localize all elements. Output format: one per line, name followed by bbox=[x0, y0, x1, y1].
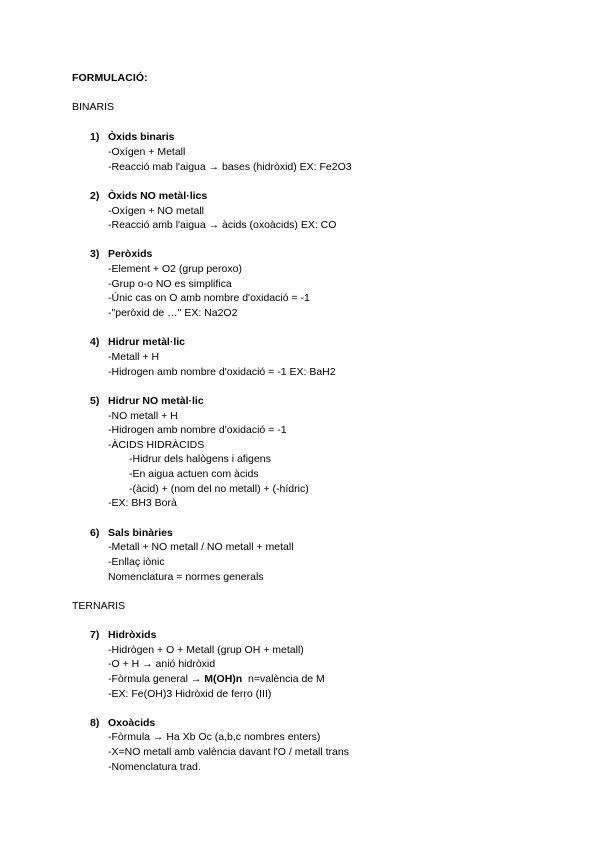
item-number: 8) bbox=[90, 717, 100, 729]
item-line: -Únic cas on O amb nombre d'oxidació = -1 bbox=[108, 292, 310, 304]
item-line: -Enllaç iònic bbox=[108, 556, 165, 568]
item-line: Nomenclatura = normes generals bbox=[108, 571, 264, 583]
item-line: -Hidrogen amb nombre d'oxidació = -1 bbox=[108, 424, 287, 436]
formula-bold: M(OH)n bbox=[204, 673, 243, 685]
item-line: -Metall + H bbox=[108, 351, 160, 363]
item-number: 2) bbox=[90, 190, 100, 202]
item-line: -EX: BH3 Borà bbox=[108, 497, 177, 509]
item-line: -NO metall + H bbox=[108, 410, 178, 422]
item-line: -Nomenclatura trad. bbox=[108, 761, 201, 773]
item-line: -Hidrogen amb nombre d'oxidació = -1 EX: BaH2 bbox=[108, 366, 336, 378]
item-number: 3) bbox=[90, 248, 100, 260]
item-line: -Hidrògen + O + Metall (grup OH + metall) bbox=[108, 644, 304, 656]
item-number: 4) bbox=[90, 336, 100, 348]
item-line: -"peròxid de …" EX: Na2O2 bbox=[108, 307, 238, 319]
item-title: Sals binàries bbox=[108, 527, 173, 539]
item-line: -Reacció mab l'aigua → bases (hidròxid) EX: Fe2O3 bbox=[108, 161, 352, 173]
item-title: Òxids binaris bbox=[108, 131, 175, 143]
item-line: -Metall + NO metall / NO metall + metall bbox=[108, 541, 294, 553]
item-line: -Grup o-o NO es simplifica bbox=[108, 278, 232, 290]
item-number: 5) bbox=[90, 395, 100, 407]
page-title: FORMULACIÓ: bbox=[72, 72, 148, 84]
item-title: Oxoàcids bbox=[108, 717, 156, 729]
item-number: 6) bbox=[90, 527, 100, 539]
item-line: -X=NO metall amb valència davant l'O / metall trans bbox=[108, 746, 349, 758]
item-line: -Oxígen + NO metall bbox=[108, 205, 204, 217]
item-number: 7) bbox=[90, 629, 100, 641]
item-line: -EX: Fe(OH)3 Hidròxid de ferro (III) bbox=[108, 688, 272, 700]
item-subline: -Hidrur dels halògens i afigens bbox=[129, 453, 271, 465]
item-line: -Oxígen + Metall bbox=[108, 146, 186, 158]
item-line: -Fòrmula → Ha Xb Oc (a,b,c nombres enters) bbox=[108, 731, 321, 743]
section-heading-ternaris: TERNARIS bbox=[72, 600, 126, 612]
item-line-formula bbox=[108, 673, 325, 685]
item-title: Peròxids bbox=[108, 248, 153, 260]
item-subline: -En aigua actuen com àcids bbox=[129, 468, 259, 480]
section-heading-binaris: BINARIS bbox=[72, 101, 115, 113]
item-line: -O + H → anió hidròxid bbox=[108, 658, 216, 670]
formula-suffix: n=valència de M bbox=[242, 673, 325, 685]
item-subline: -(àcid) + (nom del no metall) + (-hídric) bbox=[129, 483, 309, 495]
item-line: -ÀCIDS HIDRÀCIDS bbox=[108, 439, 205, 451]
item-line: -Reacció amb l'aigua → àcids (oxoàcids) EX: CO bbox=[108, 219, 337, 231]
item-title: Hidròxids bbox=[108, 629, 157, 641]
item-number: 1) bbox=[90, 131, 100, 143]
item-title: Hidrur NO metàl·lic bbox=[108, 395, 204, 407]
item-line: -Element + O2 (grup peroxo) bbox=[108, 263, 242, 275]
item-title: Òxids NO metàl·lics bbox=[108, 190, 208, 202]
formula-prefix: -Fòrmula general → bbox=[108, 673, 205, 685]
item-title: Hidrur metàl·lic bbox=[108, 336, 186, 348]
